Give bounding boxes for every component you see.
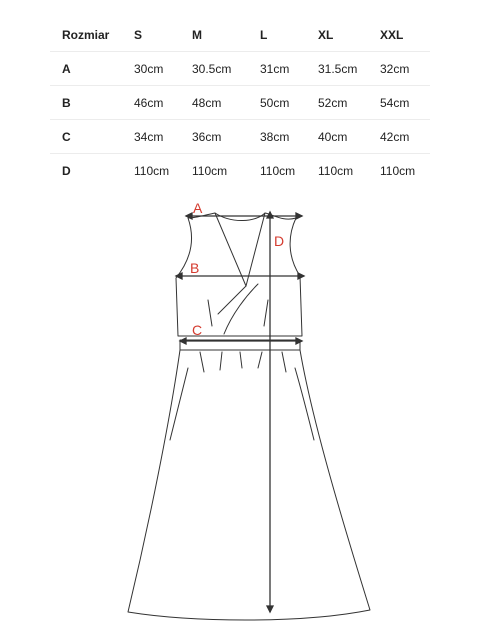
measure-b-arrow-left [176, 273, 182, 279]
dress-wrap-left [215, 213, 246, 286]
dress-pocket-left [170, 368, 188, 440]
table-cell: 31.5cm [318, 52, 380, 86]
dress-dart-left [208, 300, 212, 326]
measure-c-arrow-left [180, 338, 186, 344]
measure-b-label: B [190, 260, 200, 276]
table-cell: 31cm [260, 52, 318, 86]
header-xl: XL [318, 18, 380, 52]
table-cell: 110cm [134, 163, 170, 178]
dress-skirt-outline [128, 350, 370, 620]
measure-c-label: C [192, 322, 203, 338]
dress-gather-5 [282, 352, 286, 372]
measure-a-arrow-left [186, 213, 192, 219]
dress-gather-2 [220, 352, 222, 370]
measure-d-label: D [274, 233, 285, 249]
dress-gather-3 [240, 352, 242, 368]
dress-dart-right [264, 300, 268, 326]
measure-a-label: A [193, 200, 203, 216]
table-cell: 40cm [318, 120, 380, 154]
table-cell: 32cm [380, 52, 430, 86]
table-cell: 52cm [318, 86, 380, 120]
table-row [50, 52, 430, 86]
table-cell: 34cm [134, 120, 192, 154]
header-size: Rozmiar [50, 18, 134, 52]
table-cell: 48cm [192, 86, 260, 120]
table-cell: 110cm [192, 163, 228, 178]
measure-a-arrow-right [296, 213, 302, 219]
size-chart-table [50, 18, 430, 187]
table-cell: 50cm [260, 86, 318, 120]
dress-wrap-right [246, 213, 265, 286]
row-label: D [62, 163, 71, 178]
header-s: S [134, 18, 192, 52]
dress-gather-4 [258, 352, 262, 368]
measure-d-arrow-top [267, 212, 273, 218]
table-cell: 46cm [134, 86, 192, 120]
table-cell: 30.5cm [192, 52, 260, 86]
dress-diagram [0, 190, 480, 630]
table-cell: 54cm [380, 86, 430, 120]
table-row [50, 120, 430, 154]
table-cell: 42cm [380, 120, 430, 154]
dress-gather-1 [200, 352, 204, 372]
table-header-row [50, 18, 430, 52]
measure-c-arrow-right [296, 338, 302, 344]
table-cell: 110cm [318, 163, 354, 178]
header-l: L [260, 18, 318, 52]
table-cell: 30cm [134, 52, 192, 86]
row-label: C [50, 120, 134, 154]
row-label: A [50, 52, 134, 86]
table-cell: 110cm [260, 163, 296, 178]
table-cell: 38cm [260, 120, 318, 154]
table-cell: 110cm [380, 163, 416, 178]
measure-b-arrow-right [298, 273, 304, 279]
header-m: M [192, 18, 260, 52]
row-label: B [50, 86, 134, 120]
header-xxl: XXL [380, 18, 430, 52]
table-row [50, 154, 430, 188]
table-cell: 36cm [192, 120, 260, 154]
measure-d-arrow-bottom [267, 606, 273, 612]
table-row [50, 86, 430, 120]
dress-wrap-front-2 [218, 286, 246, 314]
